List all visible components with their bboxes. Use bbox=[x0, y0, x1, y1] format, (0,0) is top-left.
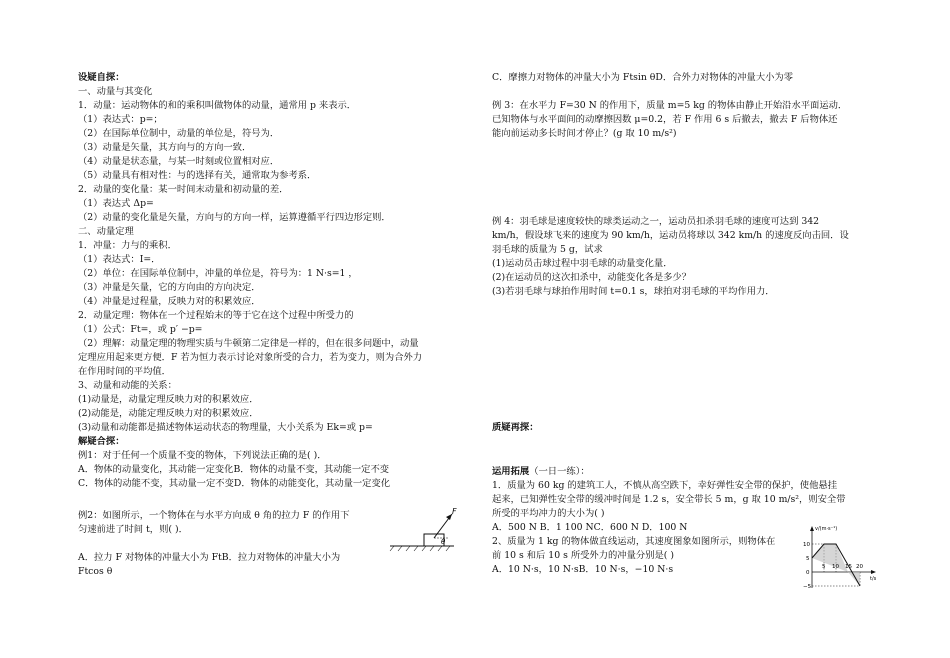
text-line: 前 10 s 和后 10 s 所受外力的冲量分别是( ) bbox=[492, 550, 675, 561]
text-line: 所受的平均冲力的大小为( ) bbox=[492, 508, 605, 519]
y-tick: 10 bbox=[803, 542, 810, 548]
heading-momentum: 一、动量与其变化 bbox=[78, 86, 153, 97]
text-line: （2）动量的变化量是矢量，方向与的方向一样，运算遵循平行四边形定则． bbox=[78, 212, 391, 223]
example-3: 例 3：在水平力 F=30 N 的作用下，质量 m=5 kg 的物体由静止开始沿水平面运动． bbox=[492, 100, 848, 111]
text-line: （2）在国际单位制中，动量的单位是，符号为． bbox=[78, 128, 280, 139]
x-axis-label: t/s bbox=[870, 576, 877, 582]
sub-question: (2)在运动员的这次扣杀中，动能变化各是多少？ bbox=[492, 272, 692, 283]
sub-question: (3)若羽毛球与球拍作用时间 t=0.1 s，球拍对羽毛球的平均作用力． bbox=[492, 286, 775, 297]
text-line: 匀速前进了时间 t，则( )． bbox=[78, 524, 188, 535]
exercise-2: 2、质量为 1 kg 的物体做直线运动，其速度图象如图所示，则物体在 bbox=[492, 536, 776, 547]
text-line: (2)动能是，动能定理反映力对的积累效应． bbox=[78, 408, 259, 419]
y-tick: 0 bbox=[806, 570, 810, 576]
text-line: km/h，假设球飞来的速度为 90 km/h，运动员将球以 342 km/h 的速度反向击回．设 bbox=[492, 230, 849, 241]
text-line: 羽毛球的质量为 5 g，试求 bbox=[492, 244, 603, 255]
x-tick: 10 bbox=[832, 564, 839, 570]
x-tick: 15 bbox=[845, 564, 852, 570]
text-line: （5）动量具有相对性：与的选择有关，通常取为参考系． bbox=[78, 170, 317, 181]
x-tick: 5 bbox=[822, 564, 826, 570]
text-line: 在作用时间的平均值． bbox=[78, 366, 171, 377]
extension-heading bbox=[492, 466, 590, 478]
option-line: A．500 N B．1 100 NC．600 N D．100 N bbox=[492, 522, 688, 533]
text-line: （4）动量是状态量，与某一时刻或位置相对应． bbox=[78, 156, 280, 167]
extension-heading-bold: 运用拓展 bbox=[492, 466, 530, 477]
text-line: (1)动量是，动量定理反映力对的积累效应． bbox=[78, 394, 259, 405]
force-diagram bbox=[388, 508, 458, 552]
angle-label: θ bbox=[441, 538, 446, 546]
example-4: 例 4：羽毛球是速度较快的球类运动之一，运动员扣杀羽毛球的速度可达到 342 bbox=[492, 216, 820, 227]
force-label: F bbox=[452, 508, 457, 516]
text-line: （1）表达式 Δp= bbox=[78, 198, 154, 209]
text-line: 定理应用起来更方便．F 若为恒力表示讨论对象所受的合力，若为变力，则为合外力 bbox=[78, 352, 423, 363]
text-line: （4）冲量是过程量，反映力对的积累效应． bbox=[78, 296, 261, 307]
y-tick: −5 bbox=[803, 584, 812, 590]
text-line: 起来，已知弹性安全带的缓冲时间是 1.2 s，安全带长 5 m，g 取 10 m/s²，则安全带 bbox=[492, 494, 846, 505]
text-line: (3)动量和动能都是描述物体运动状态的物理量，大小关系为 Ek=或 p= bbox=[78, 422, 373, 433]
text-line: 2．动量的变化量：某一时间末动量和初动量的差． bbox=[78, 184, 289, 195]
sub-question: (1)运动员击球过程中羽毛球的动量变化量． bbox=[492, 258, 673, 269]
text-line: （3）冲量是矢量，它的方向由的方向决定． bbox=[78, 282, 261, 293]
text-line: （1）表达式：I=． bbox=[78, 254, 161, 265]
text-line: 3、动量和动能的关系： bbox=[78, 380, 177, 391]
y-tick: 5 bbox=[806, 556, 810, 562]
text-line: （3）动量是矢量，其方向与的方向一致． bbox=[78, 142, 252, 153]
x-tick: 20 bbox=[856, 564, 863, 570]
option-line: C．摩擦力对物体的冲量大小为 Ftsin θD．合外力对物体的冲量大小为零 bbox=[492, 72, 794, 83]
text-line: （1）表达式：p=； bbox=[78, 114, 163, 125]
option-line: A．拉力 F 对物体的冲量大小为 FtB．拉力对物体的冲量大小为 bbox=[78, 552, 341, 563]
heading-theorem: 二、动量定理 bbox=[78, 226, 134, 237]
text-line: （1）公式：Ft=，或 p′ −p= bbox=[78, 324, 203, 335]
velocity-time-graph bbox=[800, 524, 880, 594]
text-line: 1．冲量：力与的乘积． bbox=[78, 240, 177, 251]
option-line: Ftcos θ bbox=[78, 566, 113, 577]
text-line: 已知物体与水平面间的动摩擦因数 μ=0.2，若 F 作用 6 s 后撤去，撤去 F 后物体还 bbox=[492, 114, 838, 125]
text-line: 1．动量：运动物体的和的乘积叫做物体的动量，通常用 p 来表示． bbox=[78, 100, 357, 111]
section-heading: 解疑合探： bbox=[78, 436, 125, 447]
extension-heading-rest: （一日一练）： bbox=[529, 466, 590, 477]
text-line: 能向前运动多长时间才停止？(g 取 10 m/s²) bbox=[492, 128, 677, 139]
exercise-1: 1．质量为 60 kg 的建筑工人，不慎从高空跌下，幸好弹性安全带的保护，使他悬挂 bbox=[492, 480, 837, 491]
y-axis-label: v/(m·s⁻¹) bbox=[815, 526, 838, 532]
option-line: A．物体的动量变化，其动能一定变化B．物体的动量不变，其动能一定不变 bbox=[78, 464, 390, 475]
text-line: （2）理解：动量定理的物理实质与牛顿第二定律是一样的，但在很多问题中，动量 bbox=[78, 338, 419, 349]
text-line: （2）单位：在国际单位制中，冲量的单位是，符号为：1 N·s=1 ， bbox=[78, 268, 358, 279]
text-line: 2．动量定理：物体在一个过程始末的等于它在这个过程中所受力的 bbox=[78, 310, 354, 321]
example-1: 例1：对于任何一个质量不变的物体，下列说法正确的是( )． bbox=[78, 450, 327, 461]
section-heading: 设疑自探： bbox=[78, 72, 125, 83]
option-line: C．物体的动能不变，其动量一定不变D．物体的动能变化，其动量一定变化 bbox=[78, 478, 391, 489]
option-line: A．10 N·s，10 N·sB．10 N·s，−10 N·s bbox=[492, 564, 674, 575]
example-2: 例2：如图所示，一个物体在与水平方向成 θ 角的拉力 F 的作用下 bbox=[78, 510, 350, 521]
section-heading: 质疑再探： bbox=[492, 422, 539, 433]
